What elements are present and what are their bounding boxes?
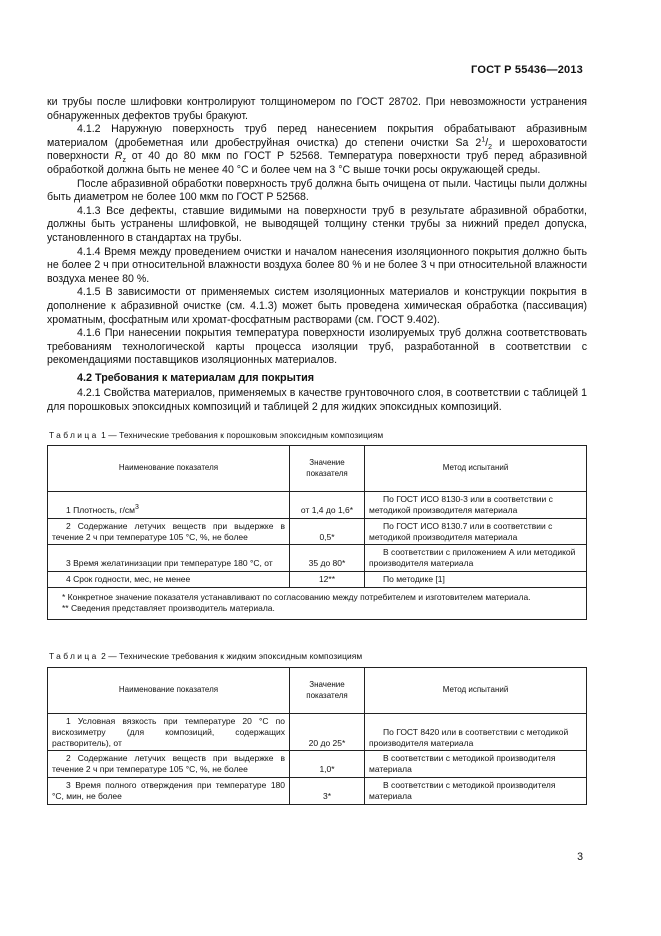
table-2 bbox=[47, 667, 587, 805]
table-1-note-2: ** Сведения представляет производитель материала. bbox=[62, 602, 275, 613]
paragraph-4-1-5: 4.1.5 В зависимости от применяемых систем изоляционных материалов и конструкции покрытия в дополнение к абразивной очистке (см. 4.1.3) может быть проведена химическая обработка (пассивация) хроматным, фосфатным или хромат-фосфатным растворами (см. ГОСТ 9.402). bbox=[47, 286, 587, 326]
table-1-header-name: Наименование показателя bbox=[48, 446, 290, 492]
document-header: ГОСТ Р 55436—2013 bbox=[471, 64, 583, 76]
table-1-header-value: Значение показателя bbox=[290, 446, 365, 492]
page-number: 3 bbox=[577, 851, 583, 863]
paragraph-continuation: ки трубы после шлифовки контролируют толщиномером по ГОСТ 28702. При невозможности устранения обнаруженных дефектов трубы бракуют. bbox=[47, 96, 587, 122]
paragraph-4-1-6: 4.1.6 При нанесении покрытия температура поверхности изолируемых труб должна соответствовать требованиям технологической карты процесса изоляции труб, разработанной в соответствии с рекомендациями поставщиков изоляционных материалов. bbox=[47, 327, 587, 367]
table-row: 2 Содержание летучих веществ при выдержке в течение 2 ч при температуре 105 °С, %, не более 0,5* По ГОСТ ИСО 8130.7 или в соответствии с методикой производителя материала bbox=[48, 518, 587, 545]
table-row: 1 Плотность, $г/см^3$ от 1,4 до 1,6* По ГОСТ ИСО 8130-3 или в соответствии с методикой производителя материала bbox=[48, 492, 587, 519]
table-1-notes bbox=[48, 587, 587, 620]
table-row: 3 Время полного отверждения при температуре 180 °С, мин, не более 3* В соответствии с методикой производителя материала bbox=[48, 778, 587, 805]
table-row: 3 Время желатинизации при температуре 180 °С, от 35 до 80* В соответствии с приложением А или методикой производителя материала bbox=[48, 545, 587, 572]
table-row: 2 Содержание летучих веществ при выдержке в течение 2 ч при температуре 105 °С, %, не более 1,0* В соответствии с методикой производителя материала bbox=[48, 751, 587, 778]
paragraph-4-1-4: 4.1.4 Время между проведением очистки и началом нанесения изоляционного покрытия должно быть не более 2 ч при относительной влажности воздуха более 80 % и не более 3 ч при относительной влажности воздуха менее 80 %. bbox=[47, 245, 587, 285]
paragraph-4-2-1: 4.2.1 Свойства материалов, применяемых в качестве грунтовочного слоя, в соответствии с таблицей 1 для порошковых эпоксидных композиций и таблицей 2 для жидких эпоксидных композиций. bbox=[47, 387, 587, 414]
table-2-header-value: Значение показателя bbox=[290, 668, 365, 714]
paragraph-dust: После абразивной обработки поверхность труб должна быть очищена от пыли. Частицы пыли должны быть диаметром не более 100 мкм по ГОСТ Р 52568. bbox=[47, 177, 587, 204]
table-row: 1 Условная вязкость при температуре 20 °С по вискозиметру (для композиций, содержащих растворитель), от 20 до 25* По ГОСТ 8420 или в соответствии с методикой производителя материала bbox=[48, 714, 587, 751]
table-2-caption: Таблица 2 — Технические требования к жидким эпоксидным композициям bbox=[49, 651, 363, 662]
section-heading-4-2: 4.2 Требования к материалам для покрытия bbox=[77, 371, 315, 384]
table-2-header-name: Наименование показателя bbox=[48, 668, 290, 714]
table-1-caption: Таблица 1 — Технические требования к порошковым эпоксидным композициям bbox=[49, 429, 384, 440]
table-1-header-method: Метод испытаний bbox=[365, 446, 587, 492]
table-2-header-method: Метод испытаний bbox=[365, 668, 587, 714]
table-1-note-1: * Конкретное значение показателя устанавливают по согласованию между потребителем и изготовителем материала. bbox=[62, 591, 531, 602]
page-body bbox=[47, 96, 587, 805]
table-row: 4 Срок годности, мес, не менее 12** По методике [1] bbox=[48, 572, 587, 588]
table-1 bbox=[47, 445, 587, 620]
paragraph-4-1-3: 4.1.3 Все дефекты, ставшие видимыми на поверхности труб в результате абразивной обработки, должны быть устранены шлифовкой, не выводящей толщину стенки трубы за нижний предел допуска, установленного в стандартах на трубы. bbox=[47, 204, 587, 244]
paragraph-4-1-2: 4.1.2 Наружную поверхность труб перед нанесением покрытия обрабатывают абразивным материалом (дробеметная или дробеструйная очистка) до степени очистки Sa $2^1/_2$ и шероховатости поверхности $R_z$ от 40 до 80 мкм по ГОСТ Р 52568. Температура поверхности труб перед абразивной обработкой должна быть не менее 40 °С и более чем на 3 °С выше точки росы окружающей среды. bbox=[47, 123, 587, 176]
